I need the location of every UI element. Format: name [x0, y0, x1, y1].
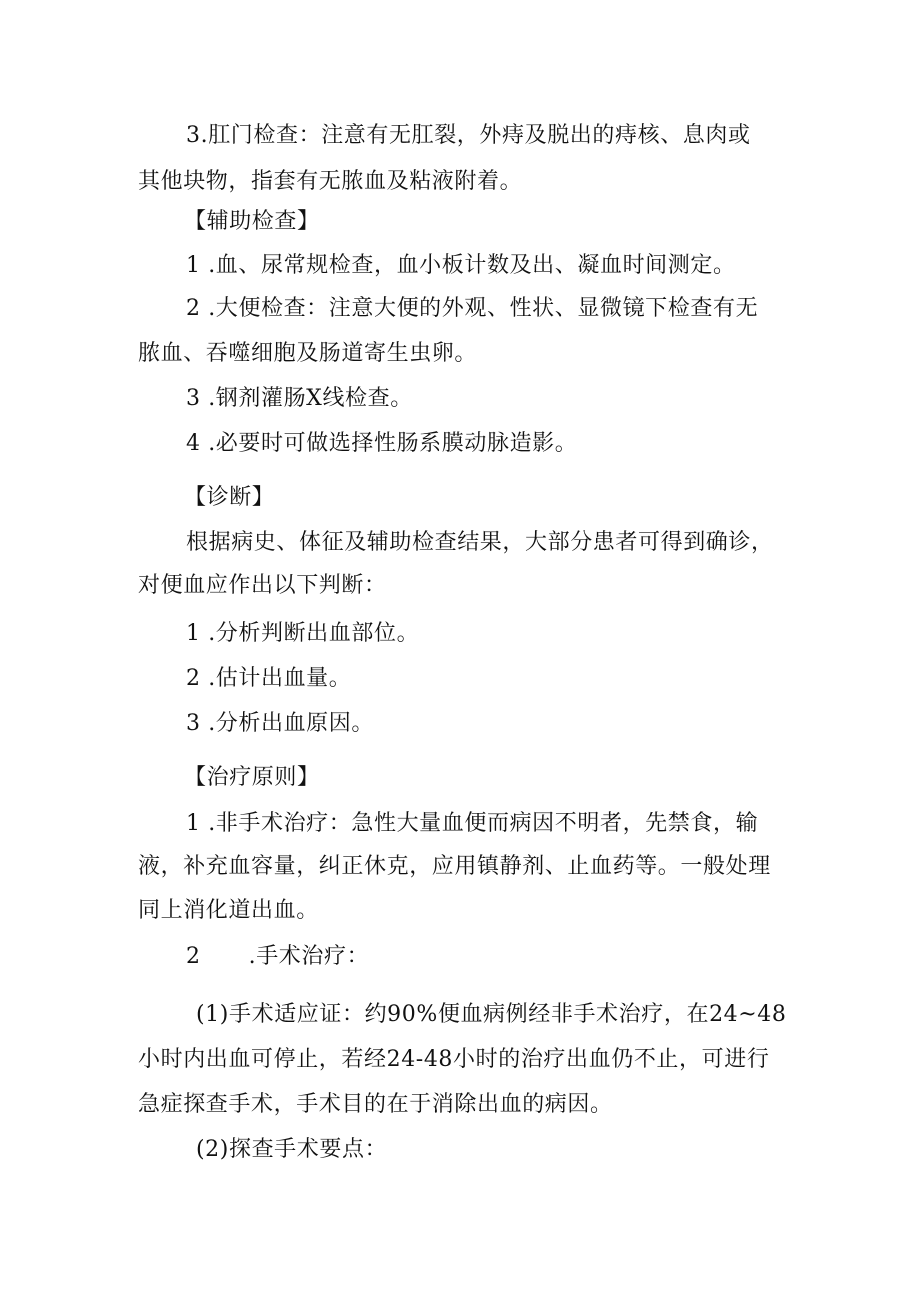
diagnosis-heading: 【诊断】 — [184, 485, 275, 510]
nonsurgical-line-2: 液，补充血容量，纠正休克，应用镇静剂、止血药等。一般处理 — [138, 854, 771, 879]
exam-item-3-line-2: 其他块物，指套有无脓血及粘液附着。 — [138, 169, 523, 194]
aux-exam-item-1: 1 .血、尿常规检查，血小板计数及出、凝血时间测定。 — [186, 253, 736, 278]
surgical-label: .手术治疗： — [248, 944, 370, 969]
aux-exam-item-2-line-1: 2 .大便检查：注意大便的外观、性状、显微镜下检查有无 — [186, 296, 759, 321]
diagnosis-intro-line-1: 根据病史、体征及辅助检查结果，大部分患者可得到确诊， — [186, 530, 774, 555]
indications-line-1: (1)手术适应证：约90%便血病例经非手术治疗，在24~48 — [196, 1002, 787, 1027]
indications-line-2: 小时内出血可停止，若经24-48小时的治疗出血仍不止，可进行 — [138, 1047, 770, 1072]
indications-line-3: 急症探查手术，手术目的在于消除出血的病因。 — [138, 1092, 613, 1117]
surgical-treatment-line — [186, 942, 369, 972]
aux-exam-item-3: 3 .钢剂灌肠X线检查。 — [186, 386, 413, 411]
treatment-heading: 【治疗原则】 — [184, 765, 320, 790]
diagnosis-item-1: 1 .分析判断出血部位。 — [186, 621, 420, 646]
aux-exam-heading: 【辅助检查】 — [184, 209, 320, 234]
aux-exam-item-4: 4 .必要时可做选择性肠系膜动脉造影。 — [186, 431, 578, 456]
nonsurgical-line-3: 同上消化道出血。 — [138, 898, 319, 923]
diagnosis-item-2: 2 .估计出血量。 — [186, 666, 352, 691]
key-points-line: (2)探查手术要点： — [196, 1137, 388, 1162]
nonsurgical-line-1: 1 .非手术治疗：急性大量血便而病因不明者，先禁食，输 — [186, 811, 759, 836]
diagnosis-item-3: 3 .分析出血原因。 — [186, 711, 374, 736]
aux-exam-item-2-line-2: 脓血、吞噬细胞及肠道寄生虫卵。 — [138, 341, 478, 366]
surgical-number: 2 — [186, 944, 201, 969]
exam-item-3-line-1: 3.肛门检查：注意有无肛裂，外痔及脱出的痔核、息肉或 — [186, 123, 751, 148]
diagnosis-intro-line-2: 对便血应作出以下判断： — [138, 573, 387, 598]
